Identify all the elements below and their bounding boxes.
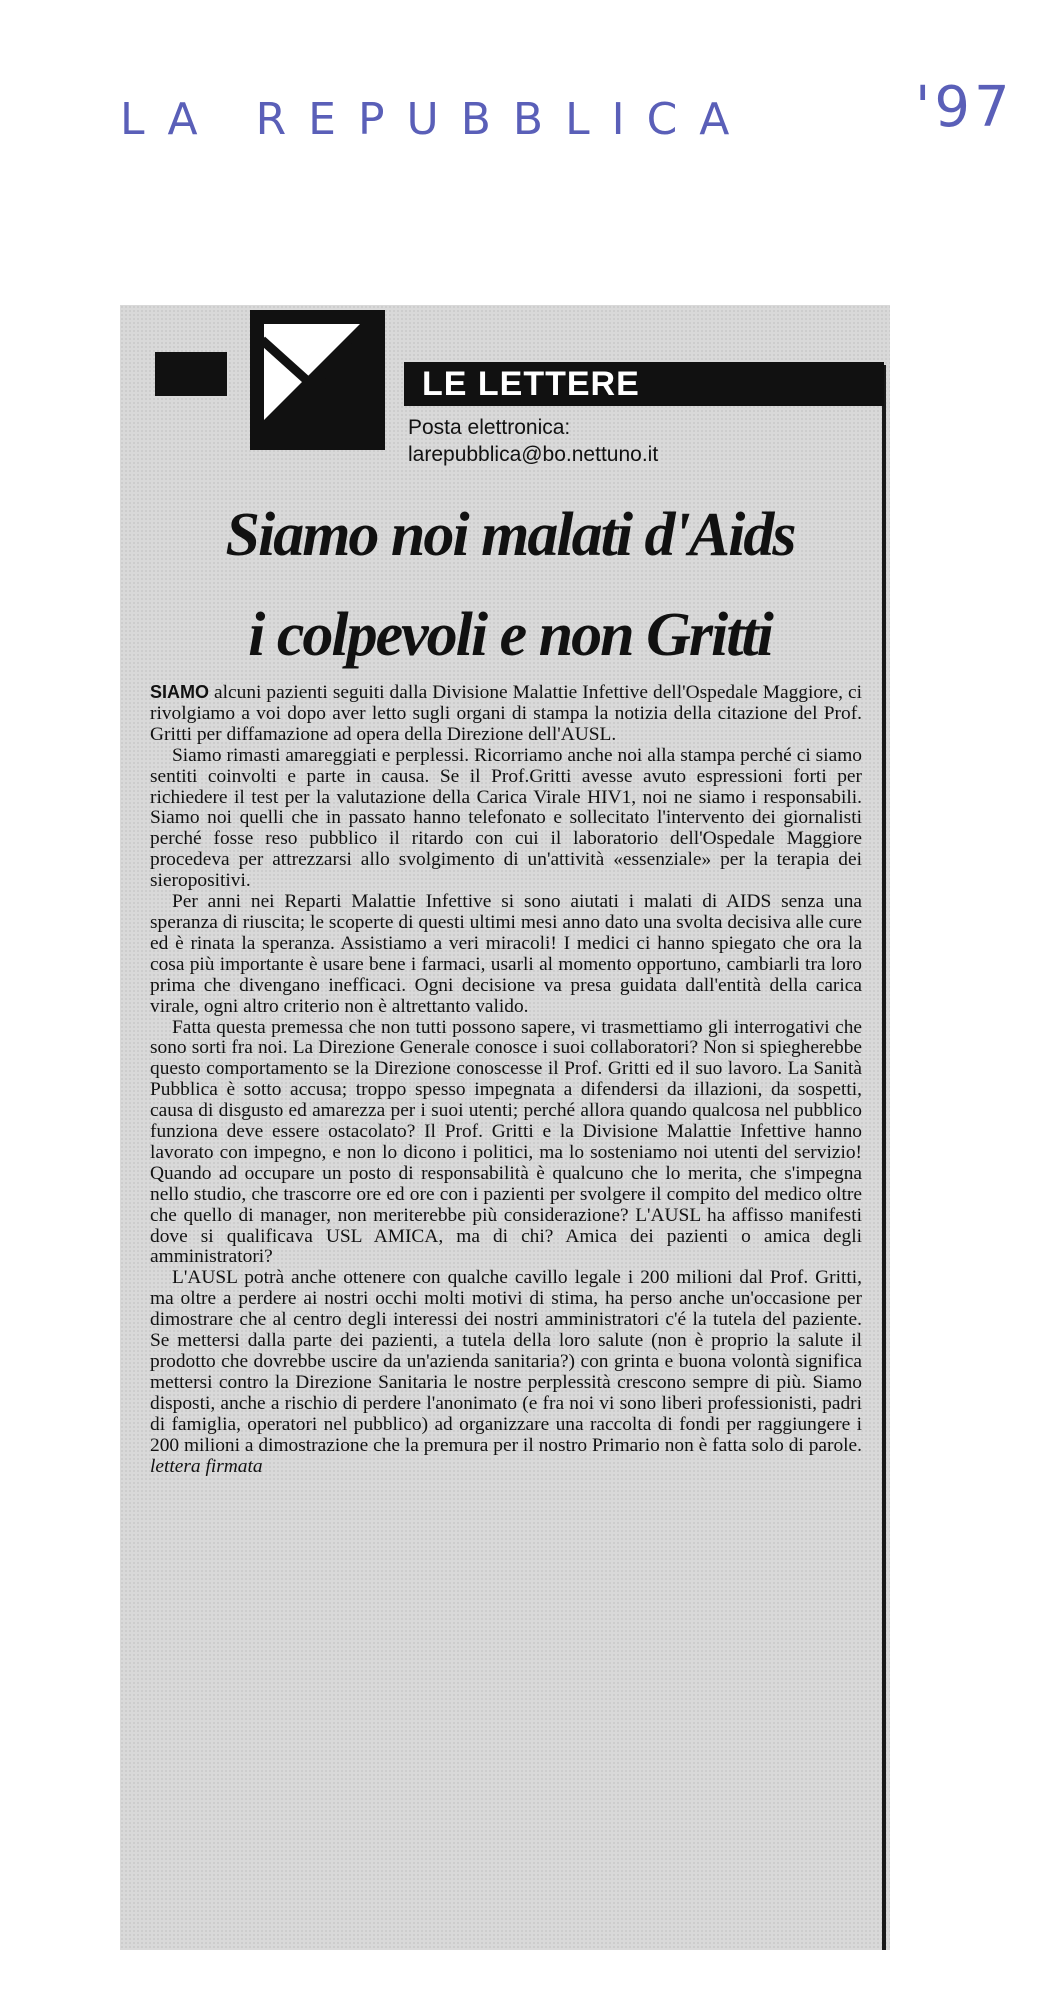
lead-word: SIAMO	[150, 682, 210, 702]
article-body	[150, 682, 862, 1477]
column-rule	[882, 365, 886, 1950]
article-paragraph	[150, 682, 862, 746]
email-address: larepubblica@bo.nettuno.it	[408, 443, 659, 466]
paragraph-text: L'AUSL potrà anche ottenere con qualche cavillo legale i 200 milioni dal Prof. Gritti, ma oltre a perdere ai nostri occhi molti motivi di stima, ha perso anche un'occasione per dimostrare che al centro degli interessi dei nostri amministratori c'é la tutela del paziente. Se mettersi dalla parte dei pazienti, a tutela della loro salute (non è proprio la salute il prodotto che dovrebbe uscire da un'azienda sanitaria?) con grinta e buona volontà significa mettersi contro la Direzione Sanitaria le nostre perplessità crescono sempre di più. Siamo disposti, anche a rischio di perdere l'anonimato (e fra noi vi sono liberi professionisti, padri di famiglia, operatori nel pubblico) ad organizzare una raccolta di fondi per raggiungere i 200 milioni a dimostrazione che la premura per il nostro Primario non è fatta solo di parole.	[150, 1267, 862, 1456]
headline-line-2: i colpevoli e non Gritti	[248, 601, 772, 669]
headline-line-1: Siamo noi malati d'Aids	[225, 501, 795, 569]
decorative-block	[155, 352, 227, 396]
section-title: LE LETTERE	[404, 362, 884, 406]
signature: lettera firmata	[150, 1455, 263, 1477]
article-paragraph: Fatta questa premessa che non tutti possono sapere, vi trasmettiamo gli interrogativi che sono sorti fra noi. La Direzione Generale conosce i suoi collaboratori? Non si spiegherebbe questo comportamento se la Direzione conoscesse il Prof. Gritti ed il suo lavoro. La Sanità Pubblica è sotto accusa; troppo spesso impegnata a difendersi da illazioni, da sospetti, causa di disgusto ed amarezza per i suoi utenti; perché allora quando qualcosa nel pubblico funziona deve essere ostacolato? Il Prof. Gritti e la Divisione Malattie Infettive hanno lavorato con impegno, e non lo dicono i politici, ma lo sosteniamo noi utenti del servizio! Quando ad occupare un posto di responsabilità è qualcuno che lo merita, che s'impegna nello studio, che trascorre ore ed ore con i pazienti per svolgere il compito del medico oltre che quello di manager, non meriterebbe più considerazione? L'AUSL ha affisso manifesti dove si qualificava USL AMICA, ma di chi? Amica dei pazienti o amica degli amministratori?	[150, 1016, 862, 1268]
article-paragraph: Siamo rimasti amareggiati e perplessi. Ricorriamo anche noi alla stampa perché ci siamo sentiti coinvolti e parte in causa. Se il Prof.Gritti avesse avuto espressioni forti per richiedere il test per la valutazione della Carica Virale HIV1, noi ne siamo i responsabili. Siamo noi quelli che in passato hanno telefonato e sollecitato l'intervento dei giornalisti perché fosse reso pubblico il ritardo con cui il laboratorio dell'Ospedale Maggiore procedeva per attrezzarsi allo svolgimento di un'attività «essenziale» per la terapia dei sieropositivi.	[150, 744, 862, 892]
handwritten-year: '97	[915, 75, 1014, 140]
paragraph-text: alcuni pazienti seguiti dalla Divisione Malattie Infettive dell'Ospedale Maggiore, ci rivolgiamo a voi dopo aver letto sugli organi di stampa la notizia della citazione del Prof. Gritti per diffamazione ad opera della Direzione dell'AUSL.	[150, 682, 862, 745]
email-label: Posta elettronica:	[408, 416, 571, 439]
article-paragraph	[150, 1268, 862, 1477]
handwritten-newspaper-name: LA REPUBBLICA	[120, 94, 752, 145]
article-paragraph: Per anni nei Reparti Malattie Infettive si sono aiutati i malati di AIDS senza una speranza di riuscita; le scoperte di questi ultimi mesi anno dato una svolta decisiva alle cure ed è rinata la speranza. Assistiamo a veri miracoli! I medici ci hanno spiegato che ora la cosa più importante è usare bene i farmaci, usarli al momento opportuno, cambiarli tra loro prima che divengano inefficaci. Ogni decisione va presa guidata dall'entità della carica virale, ogni altro criterio non è altrettanto valido.	[150, 891, 862, 1017]
envelope-icon	[250, 310, 385, 450]
